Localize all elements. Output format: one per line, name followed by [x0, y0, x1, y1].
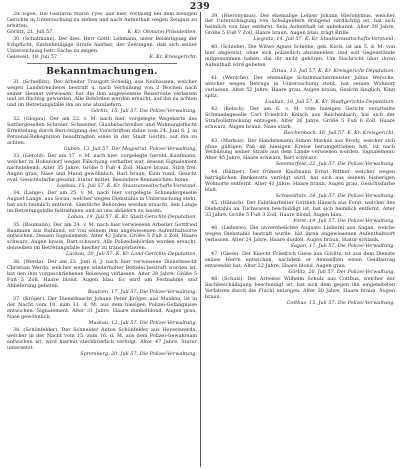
notice-text: 42. (Kelsch). Der am 6. v. M. vom hiesigen Gericht verurteilte Schmiedegeselle Carl Friedrich Kelsch aus Reichenbach, hat sich der Strafvollstreckung entzogen. Alter 26 Jahre, Größe 5 Fuß 6 Zoll, Haare schwarz, Augen braun, Nase stark.: [205, 106, 395, 131]
notice-entry: [7, 154, 197, 190]
notice-entry: [7, 260, 197, 296]
left-column: [7, 12, 201, 467]
left-notices-list: [7, 80, 197, 358]
notice-text: 31. (Schedlitz). Der Arbeiter Traugott Schedig, aus Neuhausen, welcher wegen Landstreicherei bestraft u. nach Verbüßung von 2 Wochen nach seiner Heimat verwiesen, hat die ihm angewiesene Reiseroute verlassen und ist flüchtig geworden. Alle Behörden werden ersucht, auf ihn zu achten und im Betretungsfalle ihn an uns abzuliefern.: [7, 78, 197, 109]
notice-entry: [205, 139, 395, 169]
notice-signature: Guben, 13. Juli 57. Der Magistrat, Polizei-Verwaltung.: [63, 145, 197, 152]
notice-entry: [205, 277, 395, 307]
notice-text: 32. (Glogau). Der am 22. v. M. nach hier, vorgelegte Wegekarte des Sattlergesellen Schreier, Schneider, Glaubenschreiber und Wohnungsflucht Ermittelung durch Berichtigung des Vorschriften dahin vom 24. Juni S. J. in Personal-Rekognition beauftragten eines in der Stadt Görlitz, auf ihn zu achten.: [7, 115, 197, 146]
notice-signature: Zittau, 13. Juli 57. K. Kr. Kreisgericht-Deputation.: [271, 67, 395, 74]
notice-entry: [205, 76, 395, 106]
notice-text: 40. (Schiebe). Die Witwe Agnes Schiebe, geb. Koch, ist am 5. d. M. von hier abgereist, ohne sich polizeilich abzumelden, und soll Gegenstände mitgenommen haben, die ihr nicht gehören. Um Nachricht über ihren Aufenthalt wird gebeten.: [205, 43, 395, 68]
notice-entry: [7, 80, 197, 116]
notice-signature: Lauban, 18. Juli 57. K. Kr. Stadtgerichts-Deputation.: [265, 98, 395, 105]
notice-signature: Sagan, 17. Juli 57. Die Polizei-Verwaltung.: [290, 243, 395, 250]
notice-entry: [7, 297, 197, 327]
entry-text: 30. (Schatmann). Der dies. Herr Gottl. Lehmann, unter Beiseitigung der Erbpflicht, fünfzehntägige Strafe hierher, der Zeitungen, daß sich seiner Untersuchung betr. Sache zu zeigen.: [7, 36, 197, 55]
notice-signature: Görlitz, 15. Juli 57. Die Polizei-Verwaltung.: [91, 108, 197, 115]
top-entry: [7, 12, 197, 36]
right-column: [201, 12, 395, 467]
notice-entry: [7, 223, 197, 259]
notice-signature: Sommerfeld, 22. Juli 57. Die Polizei-Verwaltung.: [275, 161, 395, 168]
notice-text: 48. (Schulz). Der Arbeiter Wilhelm Schulz aus Cottbus, welcher der Sachbeschädigung beschuldigt ist, hat sich dem gegen ihn eingeleiteten Verfahren durch die Flucht entzogen. Alter 30 Jahre, Haare braun, Augen braun.: [205, 276, 395, 300]
notice-signature: Lobau, 19. Juli 57. K. Kr. Stadt-Gerichts-Deputation.: [67, 214, 197, 221]
notice-text: 47. (Giese). Der Knecht Friedrich Giese aus Görlitz, ist aus dem Dienste seines Herrn entwichen, nachdem er demselben einen Geldbetrag entwendet hat. Alter 22 Jahre, Haare blond, Augen grau.: [205, 250, 395, 269]
notice-text: 46. (Lieberei). Die unverehelichte Auguste Lieberei aus Sagan, welche wegen Diebstahls bestraft wurde, hat ihren angewiesenen Aufenthaltsort verlassen. Alter 24 Jahre, Haare dunkel, Augen braun, Statur schlank.: [205, 225, 395, 244]
notice-text: 37. (Kröger). Der Dienstknecht Johann Peter Kröger, aus Muskau, ist in der Nacht vom 10. zum 11. d. M. aus dem hiesigen Polizei-Gefängnisse entwichen. Signalement: Alter 31 Jahre, Haare dunkelblond, Augen grau, Nase gewöhnlich.: [7, 295, 197, 320]
notice-signature: Loebau, 15. Juli 57. K. Kr. Staatsanwaltschafts-Vorstand.: [57, 182, 197, 189]
signature-place: Gelsweit, 19. Juli 57.: [7, 54, 59, 61]
notice-entry: [205, 170, 395, 200]
notice-signature: Cottbus, 15. Juli 57. Die Polizei-Verwaltung.: [286, 299, 395, 306]
page-number: 239: [189, 2, 211, 12]
notice-entry: [7, 117, 197, 153]
notice-entry: [205, 107, 395, 137]
notice-entry: [205, 226, 395, 250]
signature-place: Görlitz, 21. Juli 57.: [7, 28, 54, 35]
notice-signature: Forst, 19. Juli 57. Die Polizei-Verwaltung.: [293, 217, 395, 224]
notice-text: 38. (Schönfelder). Der Schneider Anton Schönfelder aus Hoyerswerda, welcher in der Nacht vom 15. zum 16. d. M. aus dem Polizei-Gewahrsam entwichen ist, wird hiermit steckbrieflich verfolgt. Alter 47 Jahre, Statur untersetzt.: [7, 327, 197, 352]
entry-signature: [7, 30, 197, 36]
notice-entry: [205, 45, 395, 75]
notice-text: 36. (Werda). Der am 23. Juni d. J. nach hier verwiesene Dienstknecht Christian Werda, welcher wegen wiederholter Bettelei bestraft worden ist, hat den ihm vorgeschriebenen Reiseweg verlassen. Alter 28 Jahre, Größe 5 Fuß 5 Zoll, Haare blond, Augen blau. Es wird um Festnahme und Ablieferung gebeten.: [7, 258, 197, 289]
entry-signature: [7, 55, 197, 61]
top-entries: [7, 12, 197, 61]
entry-text: 28. Egon. Die Gustavin Marin Tyss, aus hier, vorläufig bei dem hiesigen Gerichte in Untersuchung zu ziehen und nach Aufenthalt wegen Zeugnis zu erbitten.: [7, 12, 197, 29]
notice-entry: [7, 328, 197, 358]
notice-text: 39. (Hieronymus). Der ehemalige Lehrer Johann Hieronymus, welcher der Unterschlagung von Schulgeldern dringend verdächtig ist, hat sich heimlich von hier entfernt. Sein Aufenthalt ist unbekannt. Alter 39 Jahre, Größe 5 Fuß 7 Zoll, Haare braun, Augen blau, trägt Brille.: [205, 12, 395, 37]
notice-entry: [205, 201, 395, 225]
notice-signature: Bautzen, 17. Juli 57. Die Polizei-Verwaltung.: [87, 288, 197, 295]
notice-entry: [205, 14, 395, 44]
notice-signature: Schweidnitz, 24. Juli 57. Die Polizei-Verwaltung.: [275, 192, 395, 199]
notice-signature: Luckau, 20. Juli 57. K. Kr. Land-Gerichts-Deputation.: [65, 251, 197, 258]
signature-authority: K. Kr. Kreisgericht.: [149, 54, 197, 61]
signature-authority: K. Kr. Obmann-Präsidenten.: [127, 28, 197, 35]
notice-signature: Görlitz, 20. Juli 57. Der Polizei-Verwaltung.: [288, 268, 395, 275]
section-divider: [27, 63, 177, 64]
notice-text: 44. (Rittner). Der frühere Kaufmann Ernst Rittner, welcher wegen betrüglichen Bankerotts verfolgt wird, hat sich aus seinem bisherigen Wohnorte entfernt. Alter 41 Jahre, Haare braun, Augen grau, Gesichtsfarbe blaß.: [205, 168, 395, 193]
notice-text: 33. (Gerold). Der am 17. v. M. nach hier, vorgelegte Gerold, Kaufmann, welcher in Hohendorf wegen Fälschung verhaftet war, dessen Signalement nachstehend: Alter 35 Jahre, Größe 5 Fuß 4 Zoll, Haare braun, Stirn frei, Augen grau, Nase und Mund gewöhnlich, Bart braun, Kinn rund, Gesicht oval, Gesichtsfarbe gesund, Statur mittel. Besondere Kennzeichen: keine.: [7, 153, 197, 183]
right-notices-list: [205, 14, 395, 307]
notice-text: 45. (Hänsch). Der Fabrikarbeiter Gottlieb Hänsch aus Forst, welcher des Diebstahls an Tuchwaren beschuldigt ist, hat sich heimlich entfernt. Alter 33 Jahre, Größe 5 Fuß 3 Zoll, Haare blond, Augen blau.: [205, 200, 395, 218]
notice-signature: Liegnitz, 14. Juli 57. K. Kr. Staatsanwaltschafts-Vorstand.: [253, 36, 395, 43]
notice-entry: [205, 252, 395, 276]
notice-text: 35. (Baumann). Der am 24. v. M. nach hier verwiesene Arbeiter Gottfried Baumann aus Ruhland, ist von seinem ihm angewiesenen Aufenthaltsorte entwichen. Dessen Signalement: Alter 42 Jahre, Größe 5 Fuß 2 Zoll, Haare schwarz, Augen braun, Bart schwarz. Alle Polizeibehörden werden ersucht, denselben im Betretungsfalle hierher zu transportieren.: [7, 221, 197, 252]
notice-entry: [7, 191, 197, 221]
notice-signature: Muskau, 12. Juli 57. Die Polizei-Verwaltung.: [88, 319, 197, 326]
notice-signature: Reichenbach, 16. Juli 57. K. Kr. Kreisgericht.: [283, 130, 395, 137]
notice-text: 41. (Wersche). Der ehemalige Schuhmachermeister Julius Wersche, welcher wegen Betrugs in Untersuchung steht, hat seinen Wohnort verlassen. Alter 52 Jahre, Haare grau, Augen braun, Gesicht länglich, Kinn spitz.: [205, 75, 395, 99]
notice-text: 34. (Lange). Der am 25. v. M. nach hier vorgelegte Schneidergeselle August Lange, aus Sorau, welcher wegen Diebstahls in Untersuchung steht, hat sich heimlich entfernt. Sämtliche Behörden werden ersucht, den Lange im Betretungsfalle festnehmen und an uns abliefern zu lassen.: [7, 190, 197, 215]
two-column-layout: [7, 12, 395, 467]
notice-text: 43. (Markus). Der Handelsmann Simon Markus aus Brody, welcher sich ohne gültigen Paß im hiesigen Kreise herumgetrieben hat, ist nach Verbüßung seiner Strafe aus dem Lande verwiesen worden. Signalement: Alter 45 Jahre, Haare schwarz, Bart schwarz.: [205, 137, 395, 162]
section-heading: Bekanntmachungen.: [46, 66, 158, 77]
top-entry: [7, 37, 197, 61]
notice-signature: Spremberg, 20. Juli 57. Die Polizei-Verwaltung.: [80, 351, 197, 358]
